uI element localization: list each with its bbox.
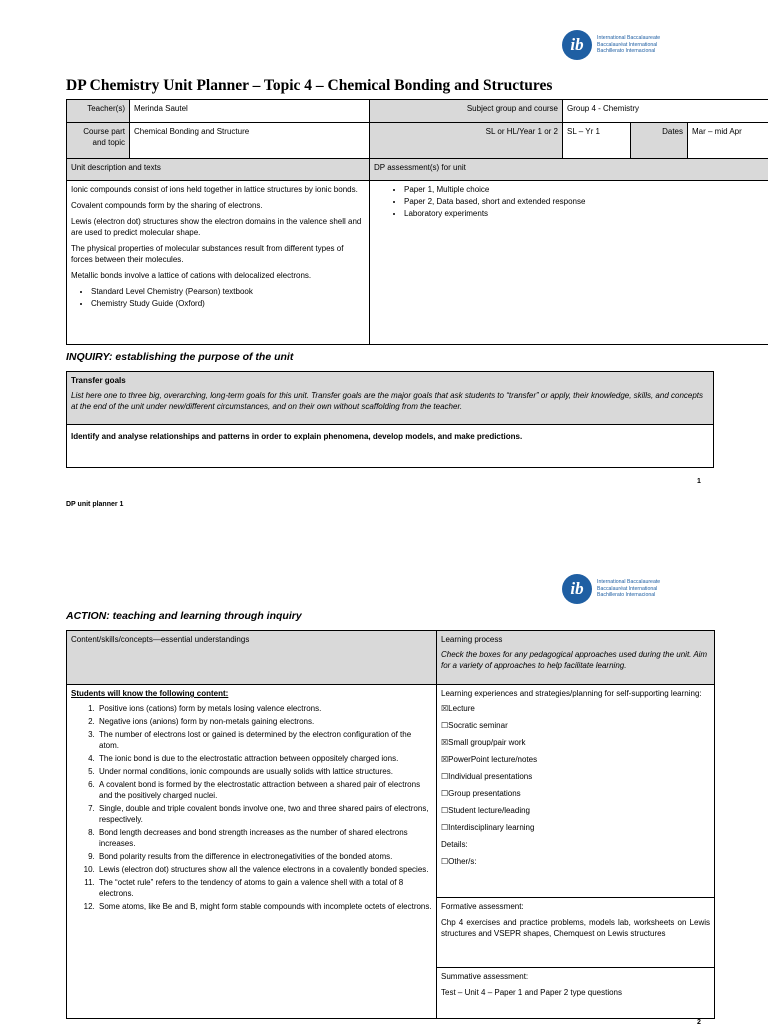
ib-logo-text: International Baccalaureate Baccalauréat International Bachillerato Internacional — [597, 579, 661, 599]
learning-process-instructions: Check the boxes for any pedagogical approaches used during the unit. Aim for a variety of approaches to help facilitate learning. — [441, 650, 708, 670]
checkbox-checked-icon[interactable]: ☒ — [441, 704, 449, 713]
unit-paragraph: Covalent compounds form by the sharing of electrons. — [71, 201, 263, 210]
unit-paragraph: Lewis (electron dot) structures show the electron domains in the valence shell and are used to predict molecular shape. — [71, 217, 362, 237]
list-item: 6. A covalent bond is formed by the electrostatic attraction between a shared pair of electrons and the positively charged nuclei. — [97, 779, 432, 801]
ib-logo-icon: ib — [562, 30, 592, 60]
transfer-goals-label: Transfer goals — [71, 376, 126, 385]
list-item: • Chemistry Study Guide (Oxford) — [91, 298, 365, 309]
ib-logo-second — [562, 574, 660, 604]
list-item: • Standard Level Chemistry (Pearson) textbook — [91, 286, 365, 297]
dp-assessment-label: DP assessment(s) for unit — [370, 159, 768, 181]
page-number: 2 — [697, 1019, 701, 1024]
subject-label: Subject group and course — [370, 100, 563, 123]
content-skills-label: Content/skills/concepts—essential understandings — [67, 631, 437, 685]
checkbox-checked-icon[interactable]: ☒ — [441, 755, 449, 764]
action-table — [66, 630, 715, 1019]
unit-description-cell — [67, 181, 370, 345]
unit-paragraph: Metallic bonds involve a lattice of cations with delocalized electrons. — [71, 271, 312, 280]
list-item: 3. The number of electrons lost or gained is determined by the electron configuration of the atom. — [97, 729, 432, 751]
list-item: 1. Positive ions (cations) form by metals losing valence electrons. — [97, 703, 432, 714]
learning-process-label: Learning process — [441, 635, 503, 644]
details-label: Details: — [441, 840, 468, 849]
transfer-goal-text: Identify and analyse relationships and patterns in order to explain phenomena, develop models, and make predictions. — [67, 425, 714, 468]
dates-value: Mar – mid Apr — [688, 123, 768, 159]
summative-assessment-cell — [437, 968, 715, 1019]
list-item: • Paper 2, Data based, short and extended response — [404, 196, 768, 207]
transfer-goals-header — [67, 372, 714, 425]
action-heading: ACTION: teaching and learning through inquiry — [66, 610, 302, 622]
checkbox-group-presentations[interactable]: ☐Group presentations — [441, 789, 521, 798]
unit-paragraph: The physical properties of molecular substances result from different types of forces between their molecules. — [71, 244, 344, 264]
list-item: 8. Bond length decreases and bond strength increases as the number of shared electrons increases. — [97, 827, 432, 849]
inquiry-heading: INQUIRY: establishing the purpose of the unit — [66, 351, 294, 363]
checkbox-student-lecture[interactable]: ☐Student lecture/leading — [441, 806, 531, 815]
unit-info-table — [66, 99, 768, 345]
checkbox-socratic-seminar[interactable]: ☐Socratic seminar — [441, 721, 508, 730]
teacher-value: Merinda Sautel — [130, 100, 370, 123]
ib-logo-top — [562, 30, 660, 60]
formative-assessment-cell — [437, 898, 715, 968]
page-number: 1 — [697, 478, 701, 485]
formative-label: Formative assessment: — [441, 902, 524, 911]
checkbox-unchecked-icon[interactable]: ☐ — [441, 823, 449, 832]
checkbox-individual-presentations[interactable]: ☐Individual presentations — [441, 772, 533, 781]
list-item: 10. Lewis (electron dot) structures show all the valence electrons in a covalently bonded species. — [97, 864, 432, 875]
checkbox-small-group[interactable]: ☒Small group/pair work — [441, 738, 526, 747]
list-item: 5. Under normal conditions, ionic compounds are usually solids with lattice structures. — [97, 766, 432, 777]
checkbox-unchecked-icon[interactable]: ☐ — [441, 772, 449, 781]
list-item: 7. Single, double and triple covalent bonds involve one, two and three shared pairs of electrons, respectively. — [97, 803, 432, 825]
summative-label: Summative assessment: — [441, 972, 529, 981]
checkbox-lecture[interactable]: ☒Lecture — [441, 704, 475, 713]
unit-description-label: Unit description and texts — [67, 159, 370, 181]
course-value: Chemical Bonding and Structure — [130, 123, 370, 159]
checkbox-powerpoint[interactable]: ☒PowerPoint lecture/notes — [441, 755, 538, 764]
texts-list — [91, 286, 365, 309]
checkbox-unchecked-icon[interactable]: ☐ — [441, 806, 449, 815]
transfer-goals-table — [66, 371, 714, 468]
level-label: SL or HL/Year 1 or 2 — [370, 123, 563, 159]
dp-assessment-cell — [370, 181, 768, 345]
students-heading: Students will know the following content: — [71, 689, 229, 698]
list-item: 11. The “octet rule” refers to the tendency of atoms to gain a valence shell with a total of 8 electrons. — [97, 877, 432, 899]
dates-label: Dates — [631, 123, 688, 159]
checkbox-unchecked-icon[interactable]: ☐ — [441, 789, 449, 798]
list-item: 2. Negative ions (anions) form by non-metals gaining electrons. — [97, 716, 432, 727]
learning-experiences-cell — [437, 685, 715, 898]
ib-logo-icon: ib — [562, 574, 592, 604]
checkbox-unchecked-icon[interactable]: ☐ — [441, 857, 449, 866]
level-value: SL – Yr 1 — [563, 123, 631, 159]
list-item: 12. Some atoms, like Be and B, might form stable compounds with incomplete octets of electrons. — [97, 901, 432, 912]
content-cell — [67, 685, 437, 1019]
list-item: • Paper 1, Multiple choice — [404, 184, 768, 195]
assessment-list — [404, 184, 768, 219]
checkbox-interdisciplinary[interactable]: ☐Interdisciplinary learning — [441, 823, 535, 832]
list-item: • Laboratory experiments — [404, 208, 768, 219]
transfer-goals-instructions: List here one to three big, overarching, long-term goals for this unit. Transfer goals are the major goals that ask students to “transfer” or apply, their knowledge, skills, and concepts at the end of the unit under new/different circumstances, and on their own without scaffolding from the teacher. — [71, 391, 704, 411]
summative-text: Test – Unit 4 – Paper 1 and Paper 2 type questions — [441, 988, 623, 997]
list-item: 9. Bond polarity results from the difference in electronegativities of the bonded atoms. — [97, 851, 432, 862]
checkbox-others[interactable]: ☐Other/s: — [441, 857, 477, 866]
checkbox-unchecked-icon[interactable]: ☐ — [441, 721, 449, 730]
course-label: Course part and topic — [67, 123, 130, 159]
subject-value: Group 4 - Chemistry — [563, 100, 768, 123]
page-title: DP Chemistry Unit Planner – Topic 4 – Chemical Bonding and Structures — [66, 77, 553, 94]
formative-text: Chp 4 exercises and practice problems, models lab, worksheets on Lewis structures and VSEPR shapes, Chemquest on Lewis structures — [441, 918, 710, 938]
footer-text: DP unit planner 1 — [66, 501, 124, 508]
ib-logo-text: International Baccalaureate Baccalauréat International Bachillerato Internacional — [597, 35, 661, 55]
learning-process-header — [437, 631, 715, 685]
content-list — [97, 703, 432, 912]
checkbox-checked-icon[interactable]: ☒ — [441, 738, 449, 747]
learning-experiences-label: Learning experiences and strategies/planning for self-supporting learning: — [441, 689, 702, 698]
teacher-label: Teacher(s) — [67, 100, 130, 123]
list-item: 4. The ionic bond is due to the electrostatic attraction between oppositely charged ions. — [97, 753, 432, 764]
unit-paragraph: Ionic compounds consist of ions held together in lattice structures by ionic bonds. — [71, 185, 358, 194]
